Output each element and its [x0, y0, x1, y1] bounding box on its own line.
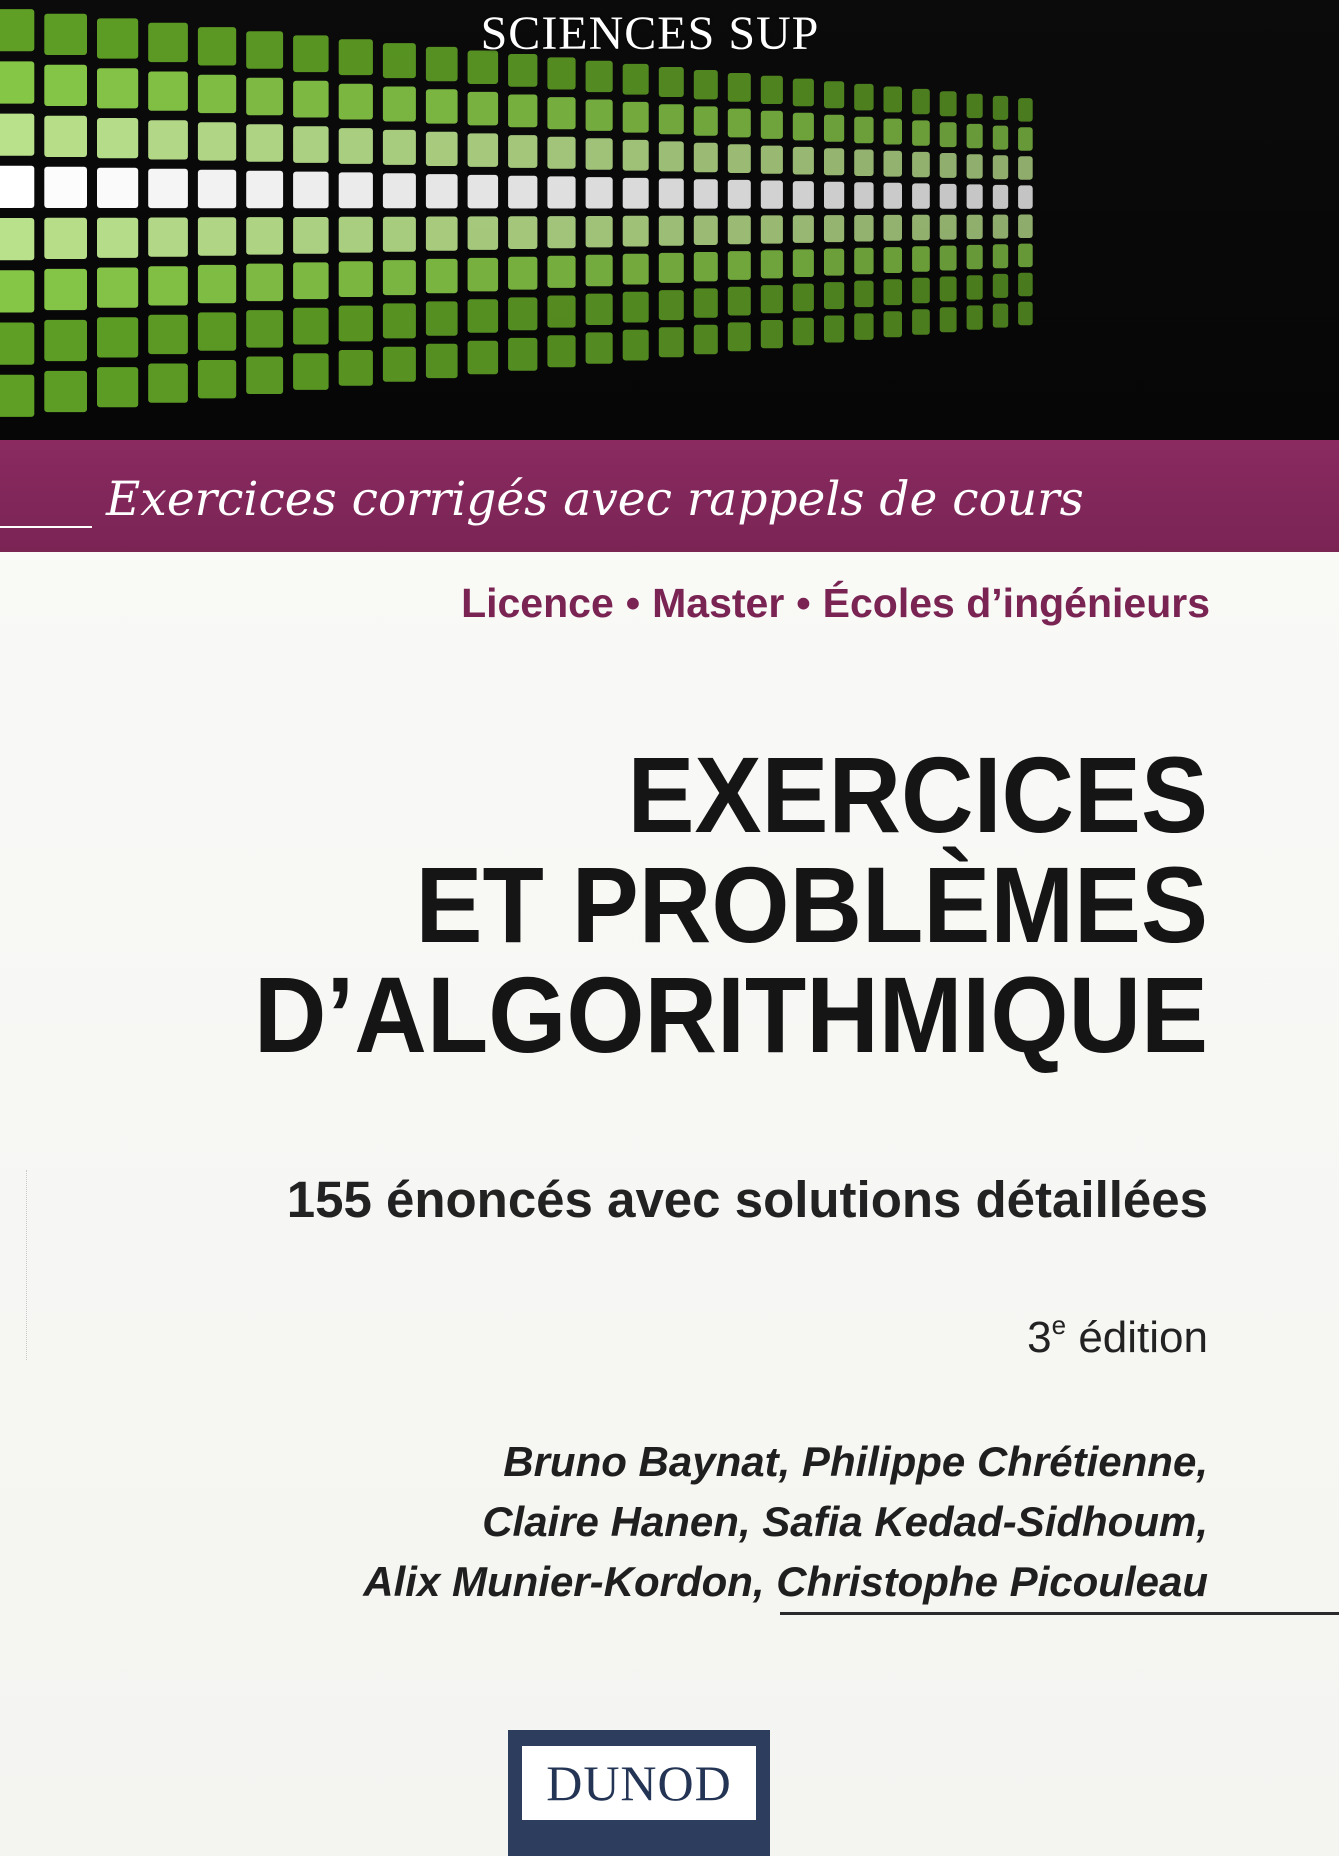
- grid-window: [884, 119, 903, 145]
- grid-window: [44, 320, 87, 361]
- grid-window: [547, 256, 575, 288]
- grid-window: [148, 169, 188, 208]
- grid-window: [940, 277, 957, 302]
- grid-window: [547, 57, 575, 89]
- grid-window: [1018, 98, 1033, 122]
- grid-window: [1018, 244, 1033, 268]
- grid-window: [793, 79, 814, 107]
- grid-window: [586, 332, 613, 363]
- grid-window: [1018, 156, 1033, 180]
- tagline: Exercices corrigés avec rappels de cours: [106, 472, 1084, 527]
- grid-window: [967, 154, 983, 178]
- grid-window: [824, 316, 844, 343]
- grid-window: [761, 146, 783, 174]
- grid-window: [586, 138, 613, 169]
- grid-window: [728, 144, 751, 173]
- grid-window: [1018, 302, 1033, 326]
- grid-window: [293, 308, 329, 345]
- grid-window: [967, 245, 983, 269]
- grid-window: [884, 279, 903, 305]
- author-rule: [780, 1612, 1339, 1615]
- grid-window: [0, 61, 34, 103]
- publisher-name: DUNOD: [522, 1746, 756, 1820]
- grid-window: [854, 150, 873, 177]
- grid-window: [824, 215, 844, 242]
- grid-window: [854, 117, 873, 144]
- grid-window: [728, 216, 751, 245]
- grid-window: [547, 137, 575, 169]
- grid-window: [1018, 215, 1033, 239]
- grid-window: [912, 215, 930, 240]
- grid-window: [468, 175, 499, 209]
- grid-window: [967, 184, 983, 208]
- grid-window: [940, 307, 957, 332]
- grid-window: [793, 113, 814, 141]
- grid-window: [694, 252, 718, 281]
- edition-word: édition: [1078, 1313, 1208, 1362]
- grid-window: [940, 153, 957, 178]
- publisher-logo: [508, 1730, 770, 1856]
- grid-window: [940, 91, 957, 116]
- grid-window: [854, 248, 873, 274]
- grid-window: [246, 171, 283, 209]
- grid-window: [793, 147, 814, 175]
- grid-window: [854, 215, 873, 242]
- bullet-separator: •: [625, 580, 641, 626]
- edition-label: [0, 1310, 1208, 1363]
- grid-window: [246, 124, 283, 162]
- grid-window: [728, 287, 751, 316]
- grid-window: [426, 89, 458, 123]
- grid-window: [293, 81, 329, 118]
- grid-window: [659, 179, 684, 209]
- grid-window: [586, 177, 613, 208]
- grid-window: [623, 140, 649, 171]
- grid-window: [198, 75, 236, 113]
- grid-window: [623, 254, 649, 285]
- grid-window: [339, 306, 373, 342]
- grid-window: [761, 285, 783, 313]
- author-line-3: Alix Munier-Kordon, Christophe Picouleau: [363, 1558, 1208, 1605]
- grid-window: [728, 109, 751, 138]
- grid-window: [659, 216, 684, 246]
- grid-window: [993, 96, 1008, 120]
- tagline-rule: [0, 526, 92, 528]
- grid-window: [246, 78, 283, 116]
- grid-window: [854, 182, 873, 209]
- grid-window: [97, 68, 138, 108]
- grid-window: [728, 251, 751, 280]
- grid-window: [468, 341, 499, 375]
- grid-window: [967, 305, 983, 329]
- grid-window: [761, 215, 783, 243]
- grid-window: [993, 155, 1008, 179]
- grid-window: [912, 246, 930, 271]
- grid-window: [246, 310, 283, 348]
- grid-window: [508, 176, 537, 209]
- grid-window: [761, 250, 783, 278]
- title-line-2: ET PROBLÈMES: [415, 844, 1209, 965]
- grid-window: [339, 350, 373, 386]
- grid-window: [824, 249, 844, 276]
- grid-window: [246, 357, 283, 395]
- grid-window: [508, 135, 537, 168]
- grid-window: [198, 265, 236, 303]
- grid-window: [383, 217, 416, 252]
- grid-window: [508, 95, 537, 128]
- grid-window: [793, 284, 814, 312]
- grid-window: [383, 173, 416, 208]
- grid-window: [793, 318, 814, 346]
- author-line-1: Bruno Baynat, Philippe Chrétienne,: [503, 1438, 1208, 1485]
- grid-window: [339, 261, 373, 297]
- grid-window: [659, 141, 684, 171]
- grid-window: [0, 270, 34, 312]
- grid-window: [659, 290, 684, 320]
- grid-window: [97, 168, 138, 208]
- grid-window: [854, 281, 873, 308]
- grid-window: [694, 106, 718, 135]
- grid-window: [793, 181, 814, 209]
- grid-window: [993, 126, 1008, 150]
- grid-window: [198, 122, 236, 160]
- grid-window: [97, 268, 138, 308]
- grid-window: [426, 132, 458, 166]
- hero-grid-illustration: [0, 0, 1339, 440]
- grid-window: [148, 364, 188, 403]
- grid-window: [426, 259, 458, 293]
- grid-window: [884, 183, 903, 209]
- grid-window: [967, 275, 983, 299]
- grid-window: [246, 217, 283, 255]
- title-line-3: D’ALGORITHMIQUE: [253, 954, 1208, 1075]
- edition-number: 3: [1027, 1313, 1052, 1362]
- grid-window: [339, 128, 373, 164]
- author-list: [0, 1432, 1208, 1612]
- grid-window: [339, 172, 373, 208]
- grid-window: [993, 185, 1008, 209]
- grid-window: [967, 124, 983, 148]
- grid-window: [728, 73, 751, 102]
- grid-window: [97, 367, 138, 407]
- grid-window: [586, 61, 613, 92]
- grid-window: [426, 344, 458, 378]
- grid-window: [912, 309, 930, 334]
- grid-window: [198, 217, 236, 255]
- grid-window: [44, 116, 87, 157]
- grid-window: [884, 151, 903, 177]
- grid-window: [198, 312, 236, 350]
- grid-window: [912, 278, 930, 303]
- grid-window: [824, 81, 844, 108]
- grid-window: [97, 218, 138, 258]
- grid-window: [0, 323, 34, 365]
- grid-window: [547, 176, 575, 208]
- grid-window: [586, 100, 613, 131]
- grid-window: [1018, 127, 1033, 151]
- grid-window: [148, 218, 188, 257]
- grid-window: [967, 215, 983, 239]
- series-name: SCIENCES SUP: [480, 7, 820, 60]
- grid-window: [761, 76, 783, 104]
- grid-window: [0, 114, 34, 156]
- grid-window: [293, 172, 329, 209]
- grid-window: [912, 152, 930, 177]
- grid-window: [884, 215, 903, 241]
- grid-window: [468, 216, 499, 250]
- grid-window: [884, 247, 903, 273]
- level-licence: Licence: [461, 580, 614, 626]
- grid-window: [993, 215, 1008, 239]
- grid-window: [148, 266, 188, 305]
- grid-window: [44, 218, 87, 259]
- grid-window: [1018, 185, 1033, 209]
- grid-window: [426, 174, 458, 208]
- grid-window: [694, 288, 718, 317]
- book-subtitle: 155 énoncés avec solutions détaillées: [286, 1171, 1208, 1228]
- grid-window: [728, 180, 751, 209]
- grid-window: [824, 182, 844, 209]
- grid-window: [198, 360, 236, 398]
- author-line-2: Claire Hanen, Safia Kedad-Sidhoum,: [482, 1498, 1208, 1545]
- grid-window: [547, 335, 575, 367]
- grid-window: [508, 297, 537, 330]
- grid-window: [884, 87, 903, 113]
- grid-window: [793, 249, 814, 277]
- education-levels: [0, 580, 1210, 627]
- grid-window: [293, 353, 329, 390]
- level-master: Master: [652, 580, 785, 626]
- grid-window: [940, 184, 957, 209]
- grid-window: [912, 120, 930, 145]
- grid-window: [586, 294, 613, 325]
- grid-window: [912, 89, 930, 114]
- grid-window: [44, 65, 87, 106]
- grid-window: [148, 72, 188, 111]
- grid-window: [426, 301, 458, 335]
- grid-window: [383, 130, 416, 165]
- grid-window: [659, 67, 684, 97]
- grid-window: [246, 264, 283, 302]
- grid-window: [508, 216, 537, 249]
- grid-window: [694, 216, 718, 245]
- grid-window: [623, 178, 649, 209]
- title-line-1: EXERCICES: [627, 734, 1208, 855]
- grid-window: [547, 296, 575, 328]
- grid-window: [824, 282, 844, 309]
- grid-window: [824, 148, 844, 175]
- grid-window: [508, 257, 537, 290]
- grid-window: [623, 64, 649, 95]
- grid-window: [793, 215, 814, 243]
- grid-window: [694, 143, 718, 172]
- grid-window: [728, 322, 751, 351]
- grid-window: [586, 255, 613, 286]
- grid-window: [198, 170, 236, 208]
- grid-window: [547, 97, 575, 129]
- grid-window: [967, 94, 983, 118]
- grid-window: [426, 217, 458, 251]
- grid-window: [148, 120, 188, 159]
- grid-window: [383, 303, 416, 338]
- book-title: [85, 734, 1209, 1075]
- grid-window: [293, 126, 329, 163]
- grid-window: [940, 215, 957, 240]
- grid-window: [339, 84, 373, 120]
- grid-window: [468, 133, 499, 167]
- grid-window: [623, 292, 649, 323]
- grid-window: [339, 217, 373, 253]
- grid-window: [940, 246, 957, 271]
- grid-window: [659, 104, 684, 134]
- grid-window: [659, 327, 684, 357]
- grid-window: [623, 216, 649, 247]
- grid-window: [44, 371, 87, 412]
- cover-wear-mark: [0, 1170, 27, 1360]
- grid-window: [586, 216, 613, 247]
- grid-window: [993, 304, 1008, 328]
- grid-window: [97, 118, 138, 158]
- grid-window: [659, 253, 684, 283]
- grid-window: [44, 269, 87, 310]
- grid-window: [468, 258, 499, 292]
- grid-window: [912, 183, 930, 208]
- grid-window: [508, 338, 537, 371]
- grid-window: [97, 317, 138, 357]
- grid-window: [383, 87, 416, 122]
- grid-window: [623, 330, 649, 361]
- edition-suffix: e: [1051, 1310, 1067, 1340]
- grid-window: [1018, 273, 1033, 297]
- grid-window: [884, 311, 903, 337]
- level-ecoles: Écoles d’ingénieurs: [822, 580, 1210, 626]
- grid-window: [383, 260, 416, 295]
- grid-window: [468, 92, 499, 126]
- grid-window: [694, 325, 718, 354]
- grid-window: [824, 115, 844, 142]
- grid-window: [547, 216, 575, 248]
- grid-window: [623, 102, 649, 133]
- bullet-separator: •: [796, 580, 811, 626]
- grid-window: [940, 122, 957, 147]
- grid-window: [293, 262, 329, 299]
- grid-window: [148, 315, 188, 354]
- grid-window: [0, 375, 34, 417]
- grid-window: [0, 218, 34, 260]
- grid-window: [694, 70, 718, 99]
- grid-window: [293, 217, 329, 254]
- grid-window: [468, 299, 499, 333]
- grid-window: [44, 167, 87, 208]
- grid-window: [383, 347, 416, 382]
- grid-window: [761, 111, 783, 139]
- grid-window: [0, 166, 34, 208]
- grid-window: [993, 244, 1008, 268]
- grid-window: [854, 313, 873, 340]
- grid-window: [761, 320, 783, 348]
- grid-window: [761, 181, 783, 209]
- grid-window: [993, 274, 1008, 298]
- grid-window: [694, 179, 718, 208]
- grid-window: [854, 84, 873, 111]
